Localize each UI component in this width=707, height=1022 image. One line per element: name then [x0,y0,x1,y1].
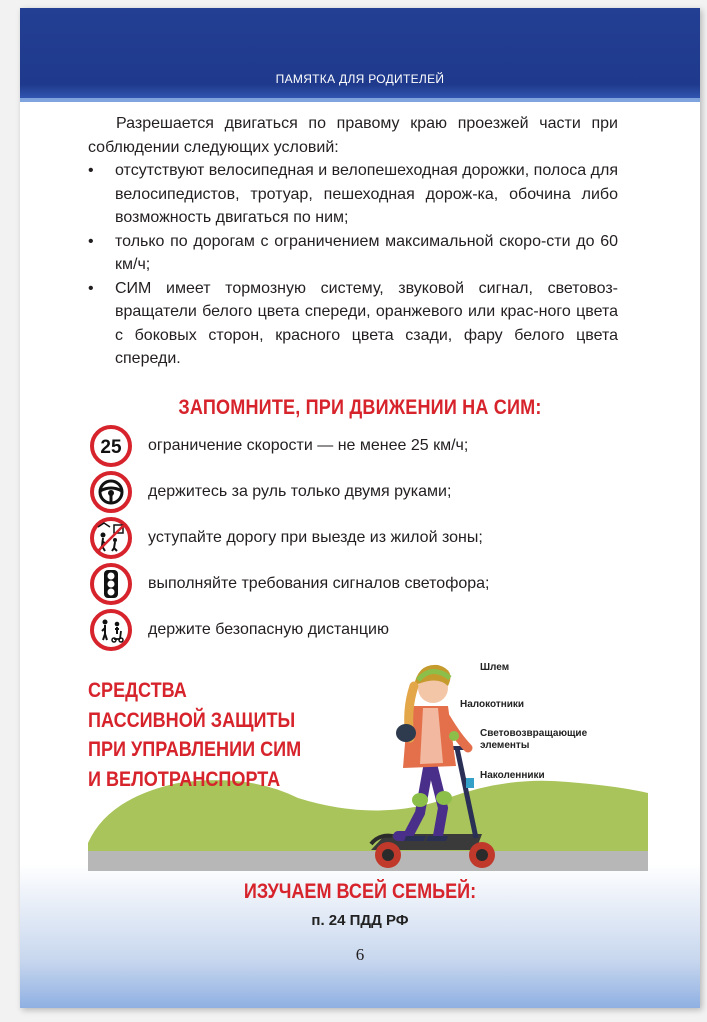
study-subtitle: п. 24 ПДД РФ [311,912,409,929]
rule-text: уступайте дорогу при выезде из жилой зоны; [148,529,483,546]
rule-text: держите безопасную дистанцию [148,621,389,638]
label-knee-pads: Наколенники [480,770,545,781]
steering-wheel-icon [90,471,132,513]
passive-title-line: СРЕДСТВА [88,679,187,702]
passive-title-line: ПАССИВНОЙ ЗАЩИТЫ [88,708,296,732]
road [88,851,648,871]
traffic-light-icon [90,563,132,605]
bullet-dot: • [88,162,94,179]
list-item-text: отсутствуют велосипедная и велопешеходная дорожки, полоса для велосипедистов, тротуар, пешеходная дорож-ка, обочина либо возможность двигаться по ним; [115,162,618,226]
bullet-dot: • [88,279,94,297]
rule-text: держитесь за руль только двумя руками; [148,483,452,500]
label-reflective-1: Световозвращающие [480,728,588,739]
conditions-list [88,159,618,371]
rule-distance [90,609,610,653]
list-item-text: только по дорогам с ограничением максимальной скоро-сти до 60 км/ч; [115,232,618,273]
rule-text: выполняйте требования сигналов светофора; [148,575,490,592]
passive-protection-title [88,676,301,794]
passive-title-line: И ВЕЛОТРАНСПОРТА [88,767,281,791]
list-item [88,230,618,277]
intro-paragraph: Разрешается двигаться по правому краю проезжей части при соблюдении следующих условий: [88,115,618,156]
rule-steering [90,471,610,515]
label-reflective-2: элементы [480,740,530,751]
passive-title-line: ПРИ УПРАВЛЕНИИ СИМ [88,738,302,761]
page-number: 6 [355,945,365,964]
page-header [20,8,700,98]
remember-title: ЗАПОМНИТЕ, ПРИ ДВИЖЕНИИ НА СИМ: [178,396,542,419]
rule-traffic-light [90,563,610,607]
list-item [88,277,618,371]
label-helmet: Шлем [480,662,510,673]
list-item-text: СИМ имеет тормозную систему, звуковой сигнал, световоз-вращатели белого цвета спереди, оранжевого или крас-ного цвета с боковых сторон, красного цвета сзади, фару белого цвета спереди. [115,279,618,367]
speed-sign-number: 25 [100,437,122,458]
list-item [88,159,618,230]
study-title: ИЗУЧАЕМ ВСЕЙ СЕМЬЕЙ: [243,880,477,903]
booklet-page [20,8,700,1008]
header-stripe [20,98,700,102]
living-zone-sign-icon [90,517,132,559]
header-title: ПАМЯТКА ДЛЯ РОДИТЕЛЕЙ [275,72,445,86]
rule-text: ограничение скорости — не менее 25 км/ч; [148,437,469,454]
distance-sign-icon [90,609,132,651]
speed-limit-25-icon [90,425,132,467]
rule-living-zone [90,517,610,561]
bullet-dot: • [88,232,94,250]
rule-speed-limit [90,425,610,469]
label-elbow-pads: Налокотники [460,699,525,710]
